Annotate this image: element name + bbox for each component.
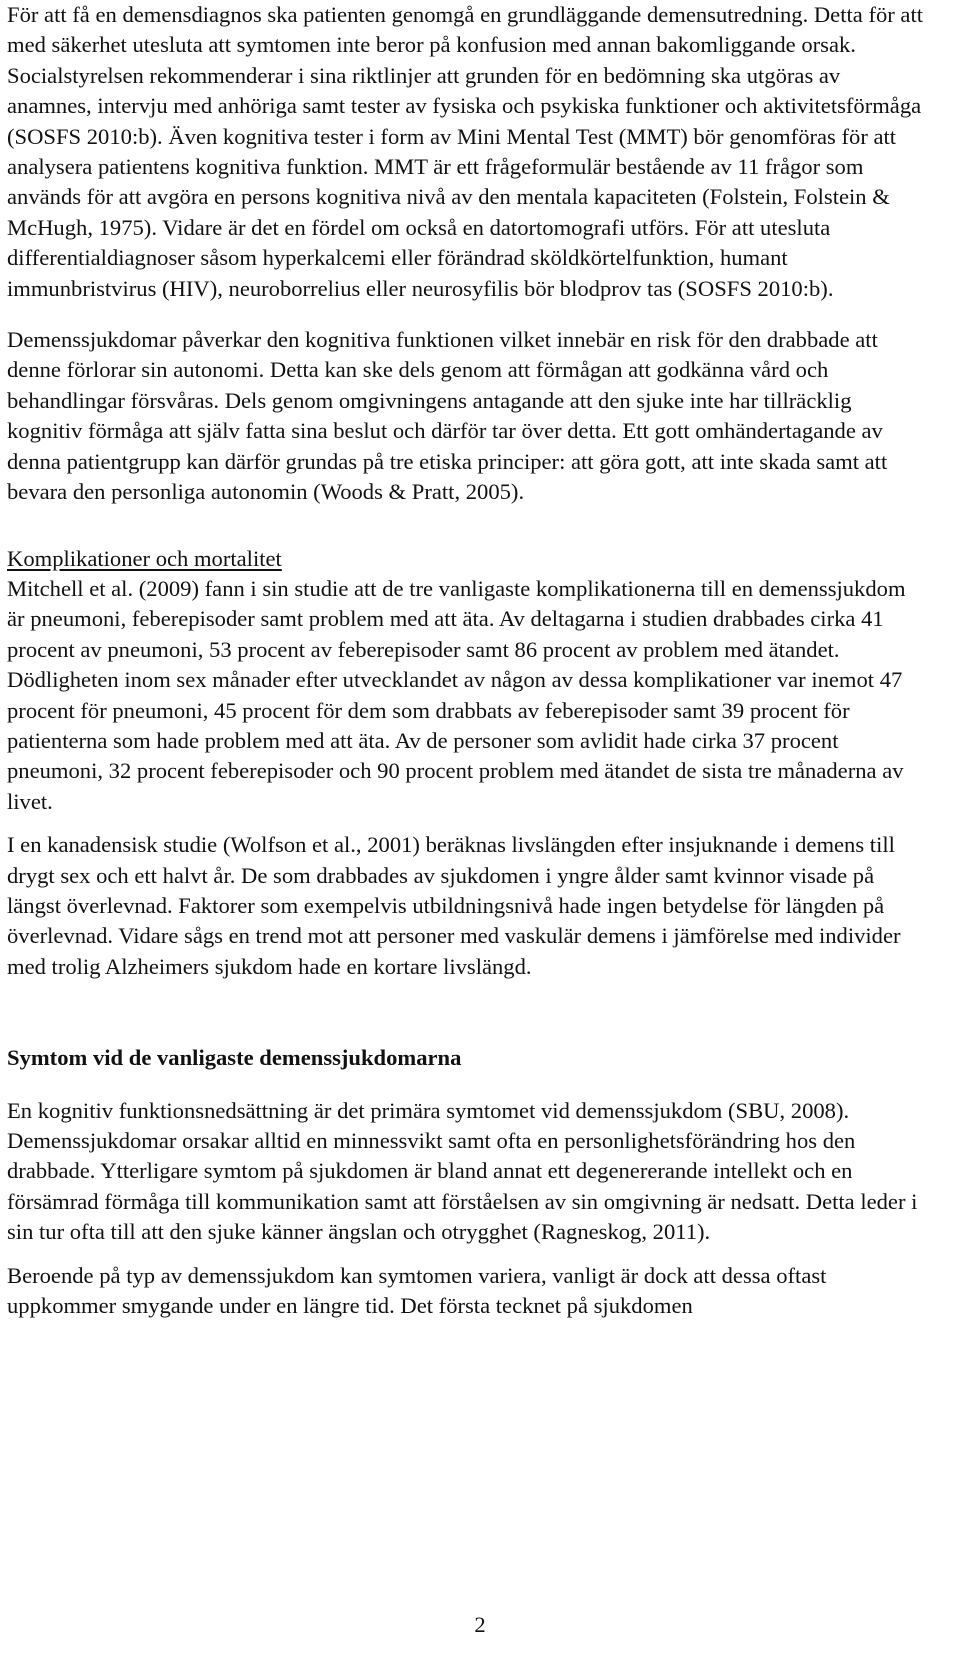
- heading-complications: Komplikationer och mortalitet: [7, 545, 282, 571]
- page-number: 2: [474, 1612, 486, 1637]
- paragraph-dementia-types: Beroende på typ av demenssjukdom kan symtomen variera, vanligt är dock att dessa oftast uppkommer smygande under en längre tid. Det första tecknet på sjukdomen: [7, 1262, 827, 1319]
- paragraph-autonomy: Demenssjukdomar påverkar den kognitiva funktionen vilket innebär en risk för den drabbade att denne förlorar sin autonomi. Detta kan ske dels genom att förmågan att godkänna vård och behandlingar försvåras. Dels genom omgivningens antagande att den sjuke inte har tillräcklig kognitiv förmåga att själv fatta sina beslut och därför tar över detta. Ett gott omhändertagande av denna patientgrupp kan därför grundas på tre etiska principer: att göra gott, att inte skada samt att bevara den personliga autonomin (Woods & Pratt, 2005).: [7, 327, 888, 505]
- paragraph-mitchell-study: Mitchell et al. (2009) fann i sin studie att de tre vanligaste komplikationerna till en demenssjukdom är pneumoni, feberepisoder samt problem med att äta. Av deltagarna i studien drabbades cirka 41 procent av pneumoni, 53 procent av feberepisoder samt 86 procent av problem med ätandet. Dödligheten inom sex månader efter utvecklandet av någon av dessa komplikationer var inemot 47 procent för pneumoni, 45 procent för dem som drabbats av feberepisoder samt 39 procent för patienterna som hade problem med att äta. Av de personer som avlidit hade cirka 37 procent pneumoni, 32 procent feberepisoder och 90 procent problem med ätandet de sista tre månaderna av livet.: [7, 575, 906, 814]
- document-page: [7, 0, 927, 1321]
- heading-symptoms: Symtom vid de vanligaste demenssjukdomarna: [7, 1045, 462, 1071]
- paragraph-cognitive-impairment: En kognitiv funktionsnedsättning är det primära symtomet vid demenssjukdom (SBU, 2008). Demenssjukdomar orsakar alltid en minnessvikt samt ofta en personlighetsförändring hos den drabbade. Ytterligare symtom på sjukdomen är bland annat ett degenererande intellekt och en försämrad förmåga till kommunikation samt att förståelsen av sin omgivning är nedsatt. Detta leder i sin tur ofta till att den sjuke känner ängslan och otrygghet (Ragneskog, 2011).: [7, 1097, 918, 1245]
- paragraph-diagnosis: För att få en demensdiagnos ska patienten genomgå en grundläggande demensutredning. Detta för att med säkerhet utesluta att symtomen inte beror på konfusion med annan bakomliggande orsak. Socialstyrelsen rekommenderar i sina riktlinjer att grunden för en bedömning ska utgöras av anamnes, intervju med anhöriga samt tester av fysiska och psykiska funktioner och aktivitetsförmåga (SOSFS 2010:b). Även kognitiva tester i form av Mini Mental Test (MMT) bör genomföras för att analysera patientens kognitiva funktion. MMT är ett frågeformulär bestående av 11 frågor som används för att avgöra en persons kognitiva nivå av den mentala kapaciteten (Folstein, Folstein & McHugh, 1975). Vidare är det en fördel om också en datortomografi utförs. För att utesluta differentialdiagnoser såsom hyperkalcemi eller förändrad sköldkörtelfunktion, humant immunbristvirus (HIV), neuroborrelius eller neurosyfilis bör blodprov tas (SOSFS 2010:b).: [7, 2, 924, 301]
- paragraph-canadian-study: I en kanadensisk studie (Wolfson et al., 2001) beräknas livslängden efter insjuknande i demens till drygt sex och ett halvt år. De som drabbades av sjukdomen i yngre ålder samt kvinnor visade på längst överlevnad. Faktorer som exempelvis utbildningsnivå hade ingen betydelse för längden på överlevnad. Vidare sågs en trend mot att personer med vaskulär demens i jämförelse med individer med trolig Alzheimers sjukdom hade en kortare livslängd.: [7, 832, 901, 979]
